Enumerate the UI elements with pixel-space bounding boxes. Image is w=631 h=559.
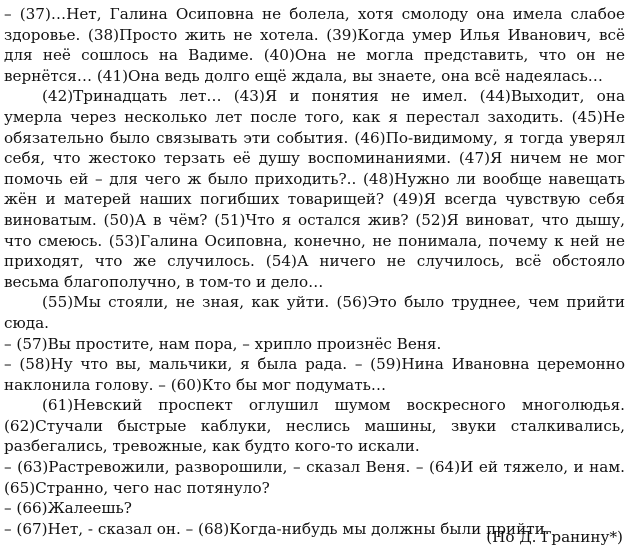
paragraph-8: – (66)Жалеешь?: [4, 499, 132, 518]
paragraph-3: (55)Мы стояли, не зная, как уйти. (56)Это было труднее, чем прийти сюда.: [4, 293, 625, 332]
paragraph-7: – (63)Растревожили, разворошили, – сказал Веня. – (64)И ей тяжело, и нам. (65)Странно, чего нас потянуло?: [4, 458, 625, 497]
paragraph-1: – (37)…Нет, Галина Осиповна не болела, хотя смолоду она имела слабое здоровье. (38)Просто жить не хотела. (39)Когда умер Илья Иванович, всё для неё сошлось на Вадиме. (40)Она не могла представить, что он не вернётся… (41)Она ведь долго ещё ждала, вы знаете, она всё надеялась…: [4, 5, 625, 85]
paragraph-2: (42)Тринадцать лет… (43)Я и понятия не имел. (44)Выходит, она умерла через несколько лет после того, как я перестал заходить. (45)Не обязательно было связывать эти события. (46)По-видимому, я тогда уверял себя, что жестоко терзать её душу воспоминаниями. (47)Я ничем не мог помочь ей – для чего ж было приходить?.. (48)Нужно ли вообще навещать жён и матерей наших погибших товарищей? (49)Я всегда чувствую себя виноватым. (50)А в чём? (51)Что я остался жив? (52)Я виноват, что дышу, что смеюсь. (53)Галина Осиповна, конечно, не понимала, почему к ней не приходят, что же случилось. (54)А ничего не случилось, всё обстояло весьма благополучно, в том-то и дело…: [4, 87, 625, 291]
paragraph-6: (61)Невский проспект оглушил шумом воскресного многолюдья. (62)Стучали быстрые каблуки, неслись машины, звуки сталкивались, разбегались, тревожные, как будто кого-то искали.: [4, 396, 625, 456]
paragraph-9: – (67)Нет, - сказал он. – (68)Когда-нибудь мы должны были прийти.: [4, 519, 550, 538]
paragraph-5: – (58)Ну что вы, мальчики, я была рада. – (59)Нина Ивановна церемонно наклонила голову. – (60)Кто бы мог подумать…: [4, 355, 625, 394]
paragraph-4: – (57)Вы простите, нам пора, – хрипло произнёс Веня.: [4, 334, 442, 353]
author-attribution: (По Д. Гранину*): [486, 528, 623, 546]
